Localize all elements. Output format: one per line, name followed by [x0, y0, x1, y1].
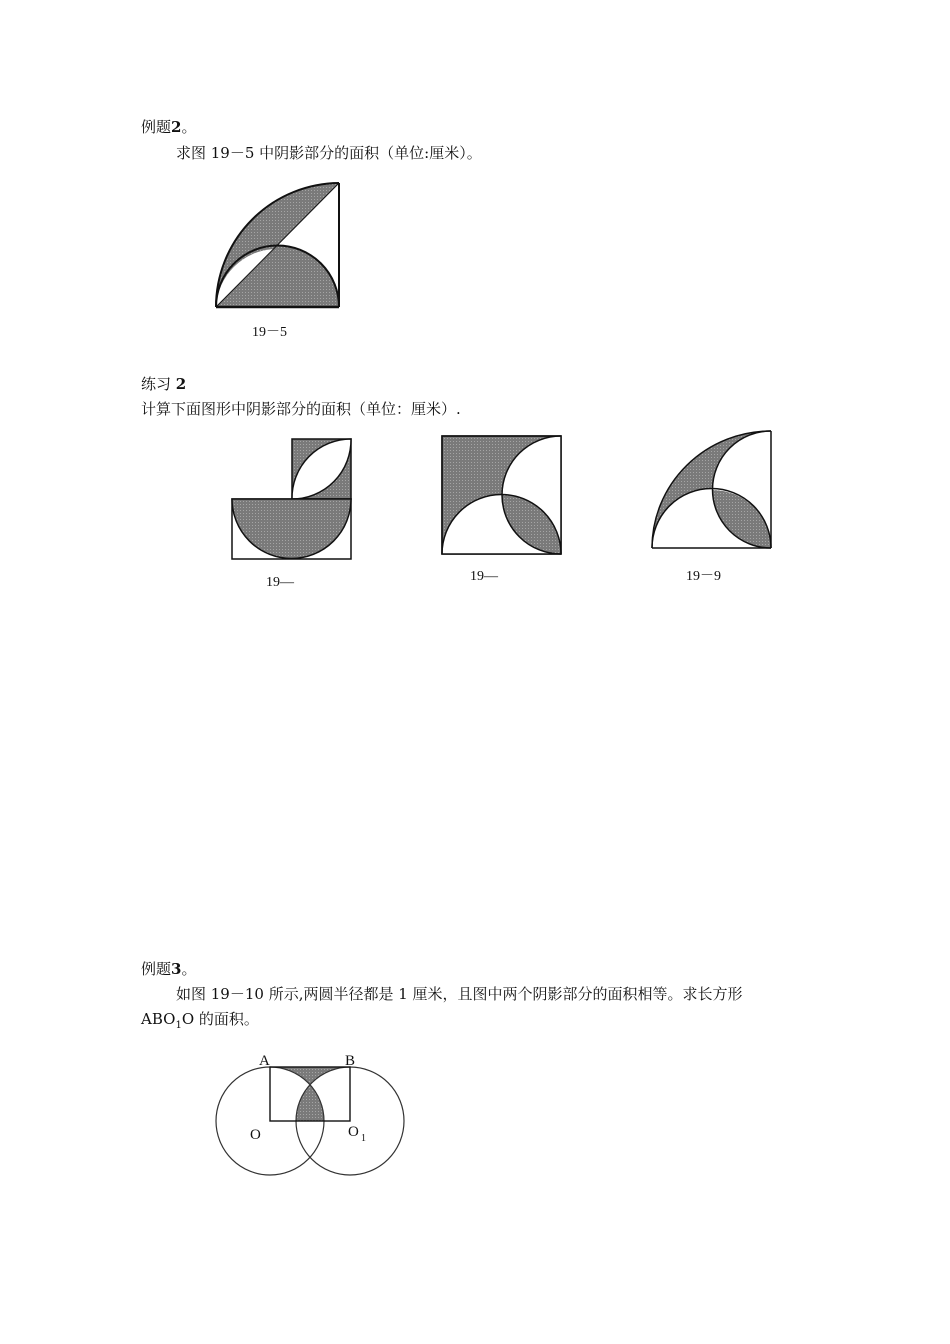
label-b: B — [345, 1053, 356, 1069]
example3-heading: 例题3。 — [141, 960, 197, 978]
figure-19-5 — [215, 181, 341, 311]
figure-19-9-caption: 19－9 — [686, 569, 721, 584]
figure-19-8 — [441, 435, 563, 557]
figure-19-5-caption: 19－5 — [252, 325, 287, 340]
figure-19-10 — [210, 1048, 410, 1180]
example3-question-line1: 如图 19－10 所示,两圆半径都是 1 厘米，且图中两个阴影部分的面积相等。求长方形 — [176, 985, 743, 1003]
practice2-question: 计算下面图形中阴影部分的面积（单位：厘米）. — [141, 400, 461, 418]
figure-19-7 — [231, 438, 353, 562]
figure-19-9 — [651, 430, 773, 550]
example2-question: 求图 19－5 中阴影部分的面积（单位:厘米）。 — [176, 144, 482, 162]
example2-heading: 例题2。 — [141, 118, 197, 136]
example3-question-line2: $ABO_1O$ 的面积。 — [141, 1010, 259, 1031]
figure-19-8-caption: 19— — [470, 569, 498, 584]
practice2-heading: 练习 2 — [141, 375, 187, 393]
label-o1-sub: 1 — [361, 1133, 366, 1144]
figure-19-7-caption: 19— — [266, 575, 294, 590]
label-o1: O — [348, 1124, 359, 1140]
label-a: A — [259, 1053, 270, 1069]
label-o: O — [250, 1127, 261, 1143]
